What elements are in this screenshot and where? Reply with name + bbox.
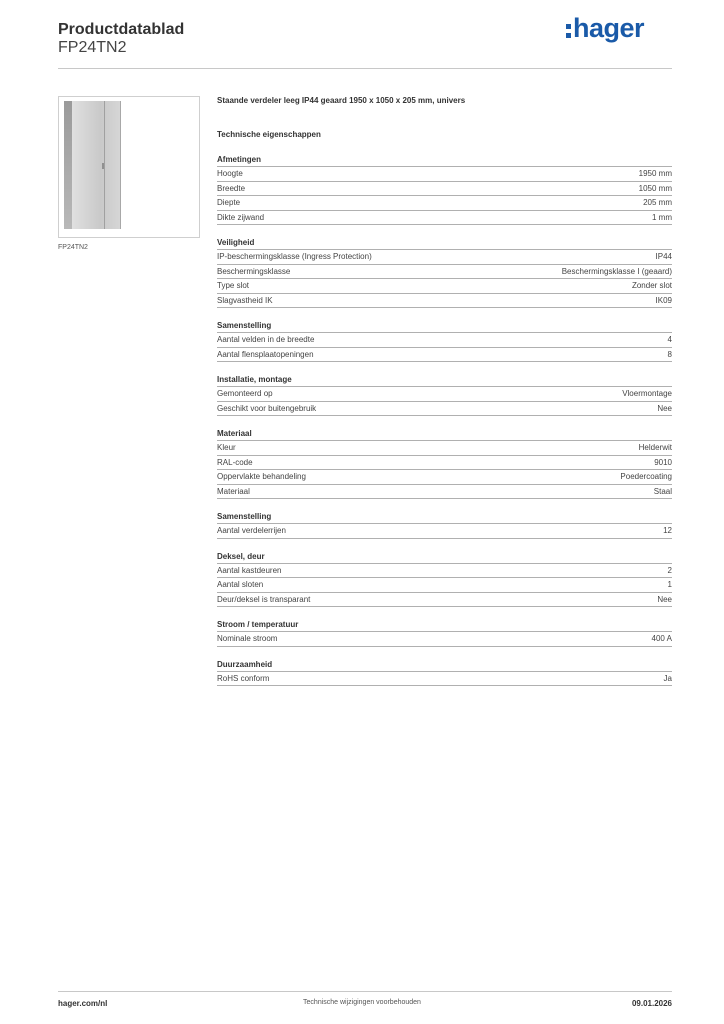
spec-row [217,182,672,197]
spec-value: 8 [667,349,672,359]
spec-value: 2 [667,565,672,575]
spec-value: IK09 [655,295,672,305]
spec-value: 9010 [654,457,672,467]
section-title: Afmetingen [217,153,672,167]
section-title: Deksel, deur [217,550,672,564]
logo-dots-icon [566,16,571,41]
spec-row [217,578,672,593]
section-title: Samenstelling [217,319,672,333]
spec-value: 1050 mm [638,183,672,193]
spec-section [217,510,672,539]
spec-value: 205 mm [643,198,672,207]
spec-label: Aantal velden in de breedte [217,335,315,344]
hager-logo [566,13,644,44]
spec-label: Aantal sloten [217,580,264,589]
spec-row [217,279,672,294]
spec-value: Beschermingsklasse I (geaard) [561,266,672,276]
spec-row [217,196,672,211]
spec-label: Oppervlakte behandeling [217,472,306,481]
header-divider [58,68,672,69]
document-title: Productdatablad [58,21,185,38]
spec-label: IP-beschermingsklasse (Ingress Protection) [217,252,372,261]
section-title: Samenstelling [217,510,672,524]
spec-section [217,550,672,608]
spec-row [217,333,672,348]
spec-label: Aantal flensplaatopeningen [217,349,314,359]
cabinet-image [64,101,121,229]
spec-section [217,618,672,647]
spec-value: IP44 [655,252,672,261]
footer-date: 09.01.2026 [631,999,672,1008]
spec-label: Type slot [217,281,250,290]
spec-row [217,402,672,417]
spec-label: RoHS conform [217,673,270,683]
product-image-caption: FP24TN2 [58,244,88,251]
product-image-frame [58,96,200,238]
spec-value: Poedercoating [620,472,672,481]
spec-value: Nee [657,594,672,604]
spec-value: 1 [667,580,672,589]
cabinet-door-split [104,101,105,229]
section-title: Stroom / temperatuur [217,618,672,632]
footer-note: Technische wijzigingen voorbehouden [303,999,421,1006]
spec-label: Aantal verdelerrijen [217,526,286,535]
spec-value: Ja [663,673,672,683]
spec-section [217,427,672,499]
logo-text: hager [573,13,645,43]
spec-row [217,456,672,471]
spec-row [217,485,672,500]
spec-section [217,153,672,225]
cabinet-handle [102,163,104,169]
spec-label: Beschermingsklasse [217,266,291,276]
spec-value: 1950 mm [638,169,672,178]
technical-heading: Technische eigenschappen [217,130,321,139]
spec-row [217,441,672,456]
spec-value: 1 mm [652,212,672,222]
spec-row [217,250,672,265]
product-description: Staande verdeler leeg IP44 geaard 1950 x 1050 x 205 mm, univers [217,96,466,105]
section-title: Veiligheid [217,236,672,250]
spec-label: Hoogte [217,169,243,178]
spec-label: Gemonteerd op [217,389,273,398]
spec-label: Geschikt voor buitengebruik [217,403,317,413]
spec-value: Zonder slot [631,281,672,290]
spec-row [217,167,672,182]
spec-label: RAL-code [217,457,253,467]
spec-row [217,524,672,539]
section-title: Installatie, montage [217,373,672,387]
section-title: Duurzaamheid [217,658,672,672]
spec-label: Diepte [217,198,241,207]
spec-section [217,319,672,362]
spec-value: Nee [657,403,672,413]
spec-label: Aantal kastdeuren [217,565,282,575]
spec-label: Breedte [217,183,246,193]
spec-row [217,211,672,226]
spec-label: Nominale stroom [217,634,278,643]
spec-row [217,387,672,402]
spec-label: Materiaal [217,486,250,496]
spec-row [217,470,672,485]
spec-content [217,96,672,686]
spec-row [217,672,672,687]
spec-section [217,236,672,308]
spec-label: Kleur [217,443,236,452]
spec-value: 400 A [651,634,672,643]
spec-row [217,632,672,647]
spec-value: 12 [663,526,672,535]
spec-row [217,348,672,363]
spec-label: Slagvastheid IK [217,295,273,305]
cabinet-side [64,101,72,229]
spec-value: 4 [667,335,672,344]
section-title: Materiaal [217,427,672,441]
spec-row [217,593,672,608]
footer-divider [58,991,672,992]
spec-section [217,658,672,687]
spec-value: Helderwit [638,443,672,452]
spec-row [217,265,672,280]
spec-label: Deur/deksel is transparant [217,594,311,604]
spec-row [217,564,672,579]
spec-value: Staal [653,486,672,496]
cabinet-front [72,101,121,229]
product-code: FP24TN2 [58,39,127,56]
spec-sections [217,153,672,686]
footer-website: hager.com/nl [58,999,108,1008]
spec-value: Vloermontage [622,389,672,398]
spec-section [217,373,672,416]
spec-label: Dikte zijwand [217,212,265,222]
spec-row [217,294,672,309]
